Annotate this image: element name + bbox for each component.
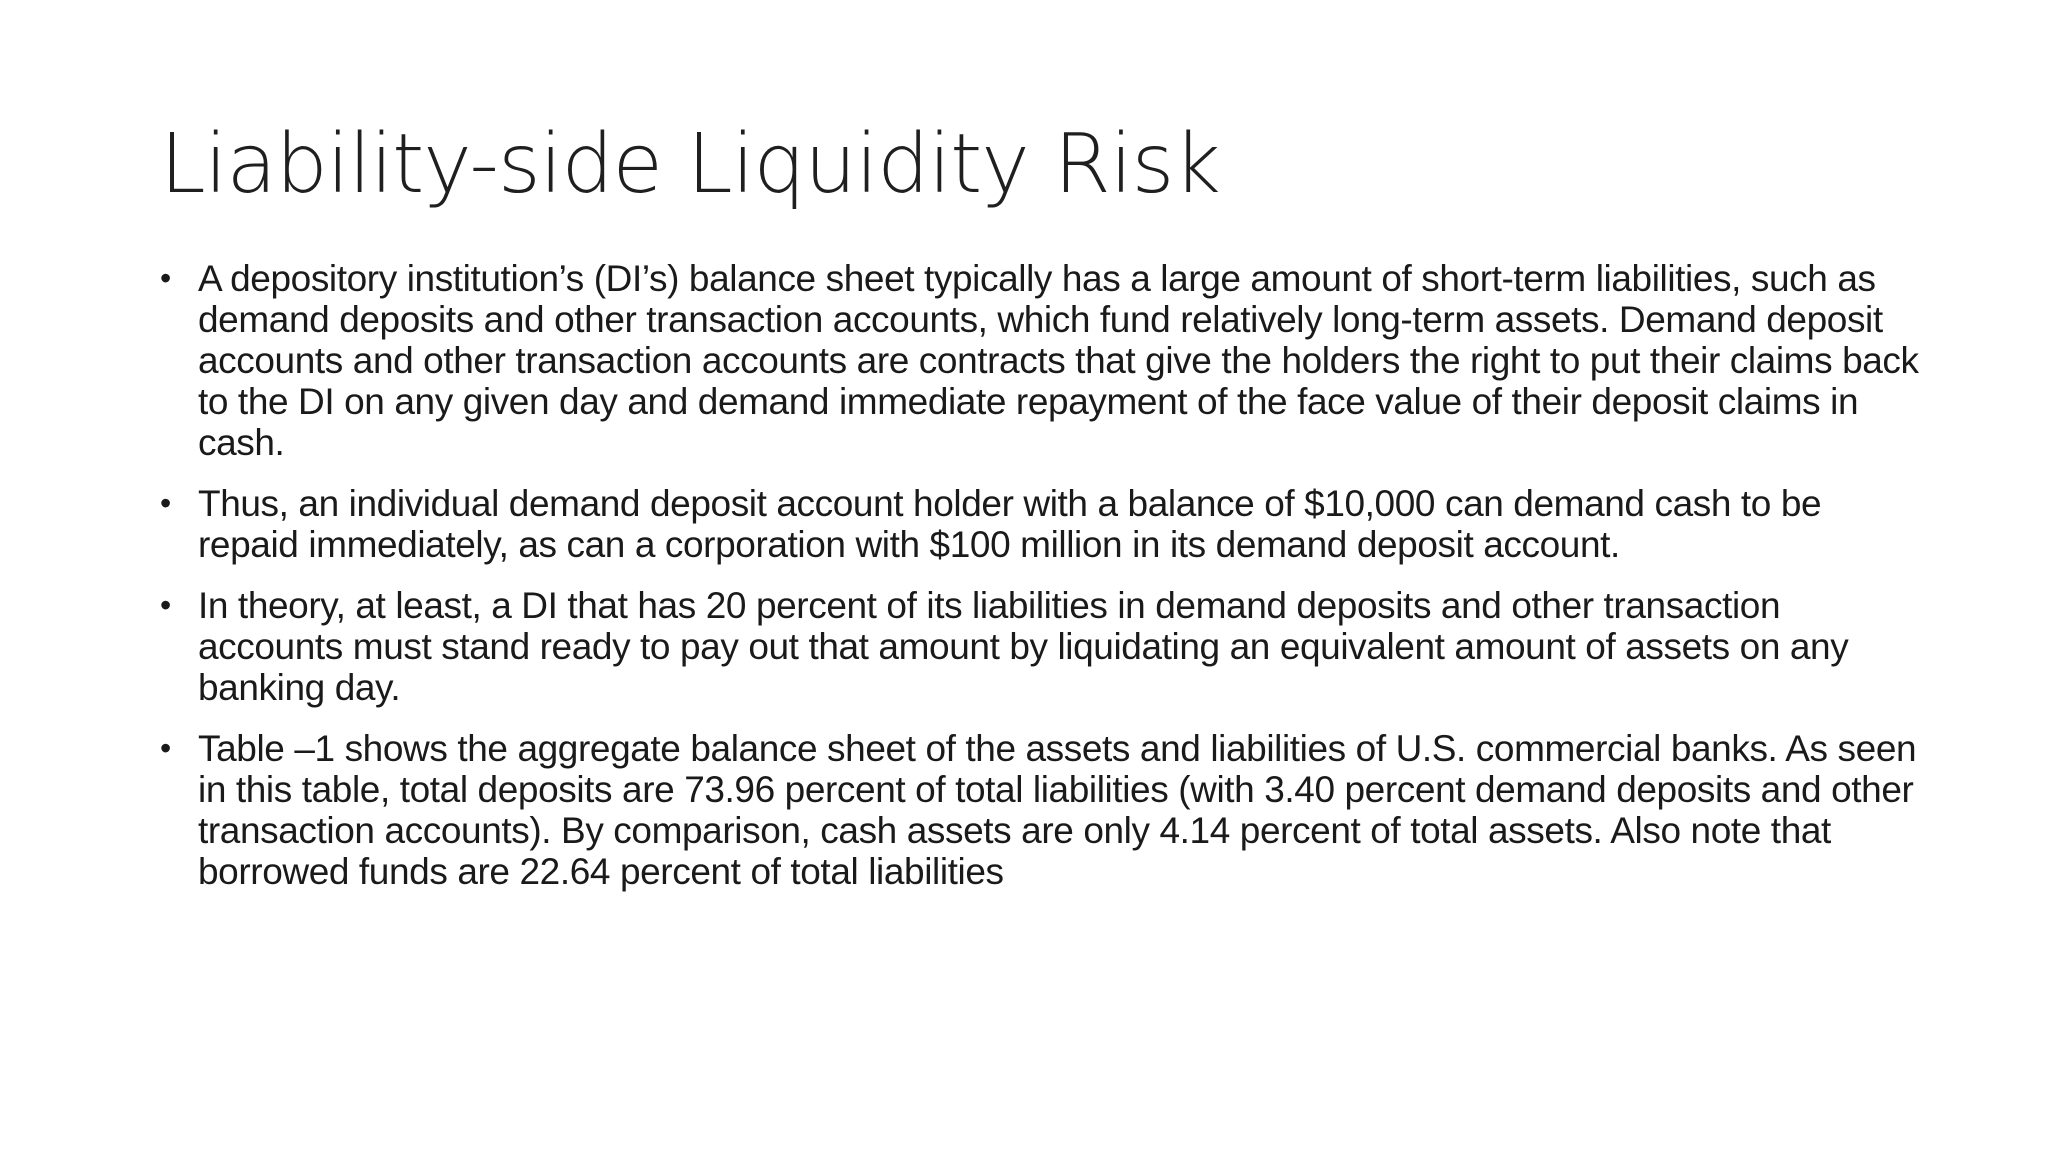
bullet-text: A depository institution’s (DI’s) balance sheet typically has a large amount of short-term liabilities, such as demand deposits and other transaction accounts, which fund relatively long-term assets. Demand deposit accounts and other transaction accounts are contracts that give the holders the right to put their claims back to the DI on any given day and demand immediate repayment of the face value of their deposit claims in cash. [198,258,1919,463]
bullet-point-icon: • [160,260,171,296]
bullet-item [160,728,1920,892]
bullet-item [160,483,1920,565]
bullet-list [160,258,1920,912]
bullet-text: Thus, an individual demand deposit account holder with a balance of $10,000 can demand cash to be repaid immediately, as can a corporation with $100 million in its demand deposit account. [198,483,1822,565]
slide-title: Liability-side Liquidity Risk [160,117,1220,212]
bullet-point-icon: • [160,587,171,623]
bullet-text: In theory, at least, a DI that has 20 percent of its liabilities in demand deposits and other transaction accounts must stand ready to pay out that amount by liquidating an equivalent amount of assets on any banking day. [198,585,1849,708]
bullet-point-icon: • [160,485,171,521]
bullet-item [160,258,1920,463]
bullet-point-icon: • [160,730,171,766]
bullet-item [160,585,1920,708]
bullet-text: Table –1 shows the aggregate balance sheet of the assets and liabilities of U.S. commercial banks. As seen in this table, total deposits are 73.96 percent of total liabilities (with 3.40 percent demand deposits and other transaction accounts). By comparison, cash assets are only 4.14 percent of total assets. Also note that borrowed funds are 22.64 percent of total liabilities [198,728,1917,892]
